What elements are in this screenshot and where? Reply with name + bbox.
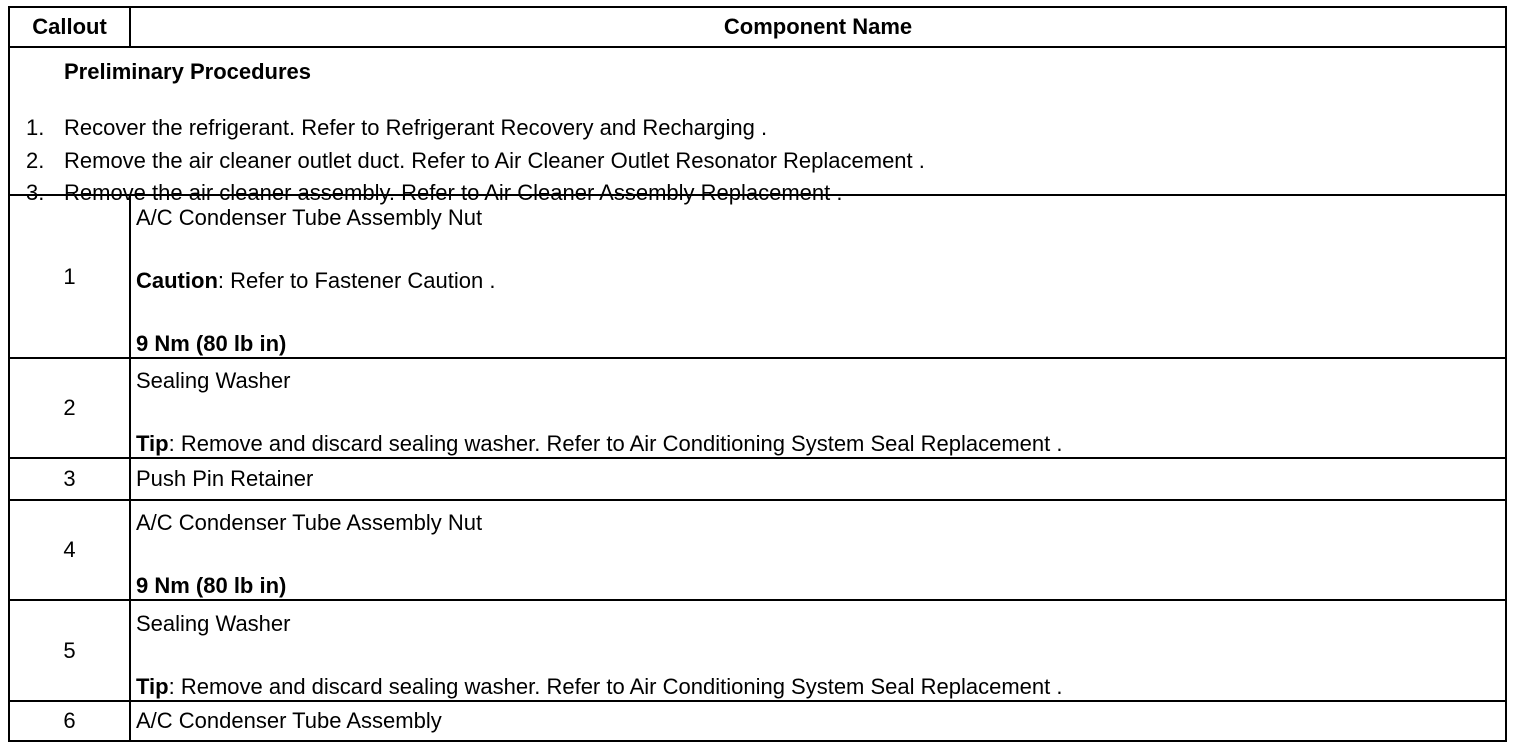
component-cell — [130, 701, 1506, 741]
step-text: Recover the refrigerant. Refer to Refrigerant Recovery and Recharging . — [64, 115, 768, 140]
component-cell — [130, 458, 1506, 500]
component-cell — [130, 195, 1506, 358]
preliminary-step — [10, 145, 1505, 178]
component-name-column-header: Component Name — [130, 7, 1506, 47]
step-number: 2. — [26, 147, 45, 173]
step-text: Remove the air cleaner assembly. Refer to Air Cleaner Assembly Replacement . — [64, 180, 843, 205]
callout-cell: 1 — [9, 195, 130, 358]
torque-spec: 9 Nm (80 lb in) — [136, 331, 287, 356]
note-label: Tip — [136, 673, 169, 699]
component-name: A/C Condenser Tube Assembly Nut — [136, 510, 483, 535]
component-cell — [130, 600, 1506, 701]
tip-note — [136, 422, 1505, 457]
preliminary-procedures-row — [9, 47, 1506, 195]
component-cell — [130, 358, 1506, 458]
table-row — [9, 600, 1506, 701]
preliminary-procedures-cell — [9, 47, 1506, 205]
tip-note — [136, 665, 1505, 700]
callout-cell: 4 — [9, 500, 130, 600]
callout-cell: 2 — [9, 358, 130, 458]
note-text: : Refer to Fastener Caution . — [217, 268, 496, 293]
callout-cell: 3 — [9, 458, 130, 500]
callout-cell: 6 — [9, 701, 130, 741]
table-row — [9, 701, 1506, 741]
note-label: Caution — [136, 268, 218, 293]
table-header-row — [9, 7, 1506, 47]
component-name: A/C Condenser Tube Assembly — [136, 708, 442, 733]
component-table — [8, 6, 1507, 742]
preliminary-procedures-title: Preliminary Procedures — [64, 59, 312, 84]
note-text: : Remove and discard sealing washer. Refer to Air Conditioning System Seal Replacement . — [168, 673, 1063, 699]
component-name: Sealing Washer — [136, 610, 291, 636]
component-cell — [130, 500, 1506, 600]
table-row — [9, 358, 1506, 458]
note-label: Tip — [136, 431, 169, 456]
note-text: : Remove and discard sealing washer. Refer to Air Conditioning System Seal Replacement . — [168, 431, 1063, 456]
callout-cell: 5 — [9, 600, 130, 701]
callout-column-header: Callout — [9, 7, 130, 47]
component-name: Sealing Washer — [136, 368, 291, 393]
caution-note — [136, 259, 1505, 294]
step-number: 1. — [26, 115, 45, 140]
table-row — [9, 458, 1506, 500]
table-row — [9, 195, 1506, 358]
torque-spec: 9 Nm (80 lb in) — [136, 573, 287, 598]
component-name: Push Pin Retainer — [136, 466, 314, 491]
component-name: A/C Condenser Tube Assembly Nut — [136, 205, 483, 230]
step-text: Remove the air cleaner outlet duct. Refer to Air Cleaner Outlet Resonator Replacement . — [64, 147, 925, 173]
step-number: 3. — [26, 180, 45, 205]
preliminary-step — [10, 112, 1505, 145]
table-row — [9, 500, 1506, 600]
